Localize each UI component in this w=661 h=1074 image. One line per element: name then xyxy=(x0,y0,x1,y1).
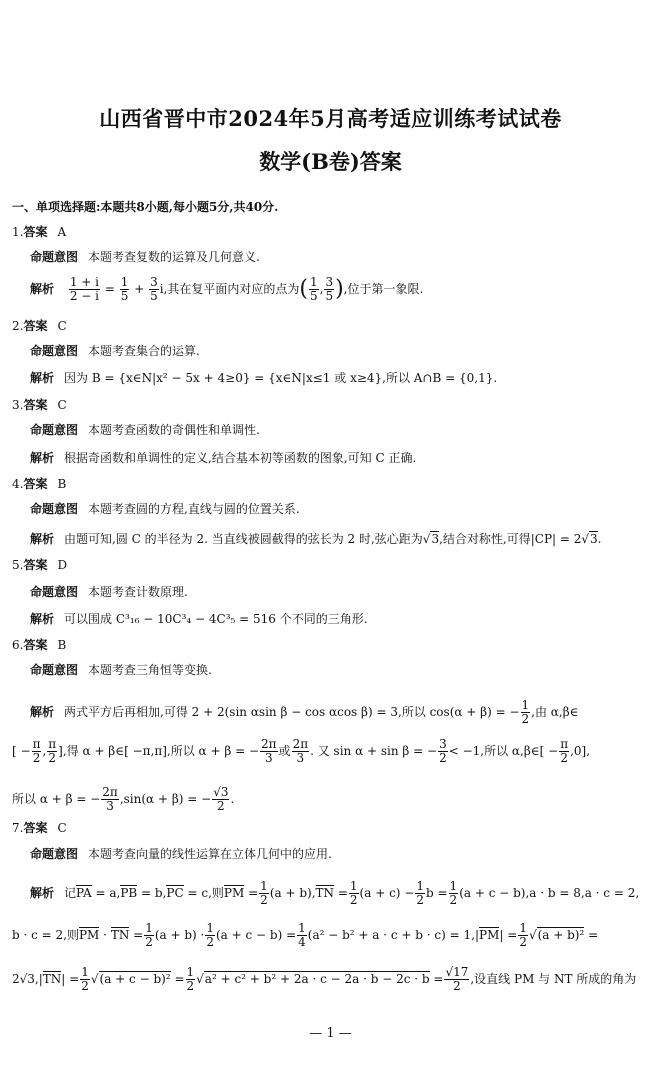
q2-intent: 命题意图 本题考查集合的运算. xyxy=(30,344,200,358)
q6-intent: 命题意图 本题考查三角恒等变换. xyxy=(30,663,212,677)
q1-answer: 1.答案 A xyxy=(12,225,67,239)
q7-answer: 7.答案 C xyxy=(12,821,67,835)
q2-answer: 2.答案 C xyxy=(12,319,67,333)
q4-answer: 4.答案 B xyxy=(12,477,67,491)
section-heading: 一、单项选择题:本题共8小题,每小题5分,共40分. xyxy=(12,200,279,214)
q7-intent: 命题意图 本题考查向量的线性运算在立体几何中的应用. xyxy=(30,847,332,861)
q4-analysis: 解析 由题可知,圆 C 的半径为 2. 当直线被圆截得的弦长为 2 时,弦心距为√3,结合对称性,可得|CP| = 2√3. xyxy=(30,532,602,546)
page-number: — 1 — xyxy=(309,1026,352,1041)
page-subtitle: 数学(B卷)答案 xyxy=(259,149,402,174)
q3-analysis: 解析 根据奇函数和单调性的定义,结合基本初等函数的图象,可知 C 正确. xyxy=(30,451,417,465)
q6-analysis-line2: [ − $\frac{\pi}{2}$ , $\frac{\pi}{2}$ ],得 α + β∈[ −π,π],所以 α + β = − $\frac{2\pi}{3}$ 或 $\frac{2\pi}{3}$ . 又 sin α + sin β = − $\frac{3}{2}$ < −1,所以 α,β∈[ − $\frac{\pi}{2}$ ,0], xyxy=(12,737,591,765)
q7-analysis-line2: b · c = 2,则PM · TN = $\frac{1}{2}$ (a + b) · $\frac{1}{2}$ (a + c − b) = $\frac{1}{4}$ (a² − b² + a · c + b · c) = 1,|PM| = $\frac{1}{2}$ √(a + b)² = xyxy=(12,921,599,949)
q1-intent: 命题意图 本题考查复数的运算及几何意义. xyxy=(30,250,260,264)
q3-answer: 3.答案 C xyxy=(12,398,67,412)
q7-analysis-line3: 2√3,|TN| = $\frac{1}{2}$ √(a + c − b)² = $\frac{1}{2}$ √a² + c² + b² + 2a · c − 2a · b − 2c · b = $\frac{√17}{2}$ ,设直线 PM 与 NT 所成的角为 xyxy=(12,965,637,993)
q1-analysis: 解析 $\frac{1 + i}{2 - i}$ = $\frac{1}{5}$ + $\frac{3}{5}$ i,其在复平面内对应的点为( $\frac{1}{5}$ , $\frac{3}{5}$ ),位于第一象限. xyxy=(30,275,424,303)
page-title: 山西省晋中市2024年5月高考适应训练考试试卷 xyxy=(99,106,562,131)
q5-intent: 命题意图 本题考查计数原理. xyxy=(30,585,188,599)
q6-analysis-line1: 解析 两式平方后再相加,可得 2 + 2(sin αsin β − cos αcos β) = 3,所以 cos(α + β) = − $\frac{1}{2}$ ,由 α,β∈ xyxy=(30,698,579,726)
q2-analysis: 解析 因为 B = {x∈N|x² − 5x + 4≥0} = {x∈N|x≤1 或 x≥4},所以 A∩B = {0,1}. xyxy=(30,371,498,385)
q7-analysis-line1: 解析 记PA = a,PB = b,PC = c,则PM = $\frac{1}{2}$ (a + b),TN = $\frac{1}{2}$ (a + c) − $\frac{1}{2}$ b = $\frac{1}{2}$ (a + c − b),a · b = 8,a · c = 2, xyxy=(30,879,640,907)
q6-analysis-line3: 所以 α + β = − $\frac{2\pi}{3}$ ,sin(α + β) = − $\frac{√3}{2}$ . xyxy=(12,785,235,813)
q5-answer: 5.答案 D xyxy=(12,558,68,572)
q4-intent: 命题意图 本题考查圆的方程,直线与圆的位置关系. xyxy=(30,502,300,516)
q5-analysis: 解析 可以围成 C³₁₆ − 10C³₄ − 4C³₅ = 516 个不同的三角形. xyxy=(30,612,368,626)
q3-intent: 命题意图 本题考查函数的奇偶性和单调性. xyxy=(30,423,260,437)
q6-answer: 6.答案 B xyxy=(12,638,67,652)
